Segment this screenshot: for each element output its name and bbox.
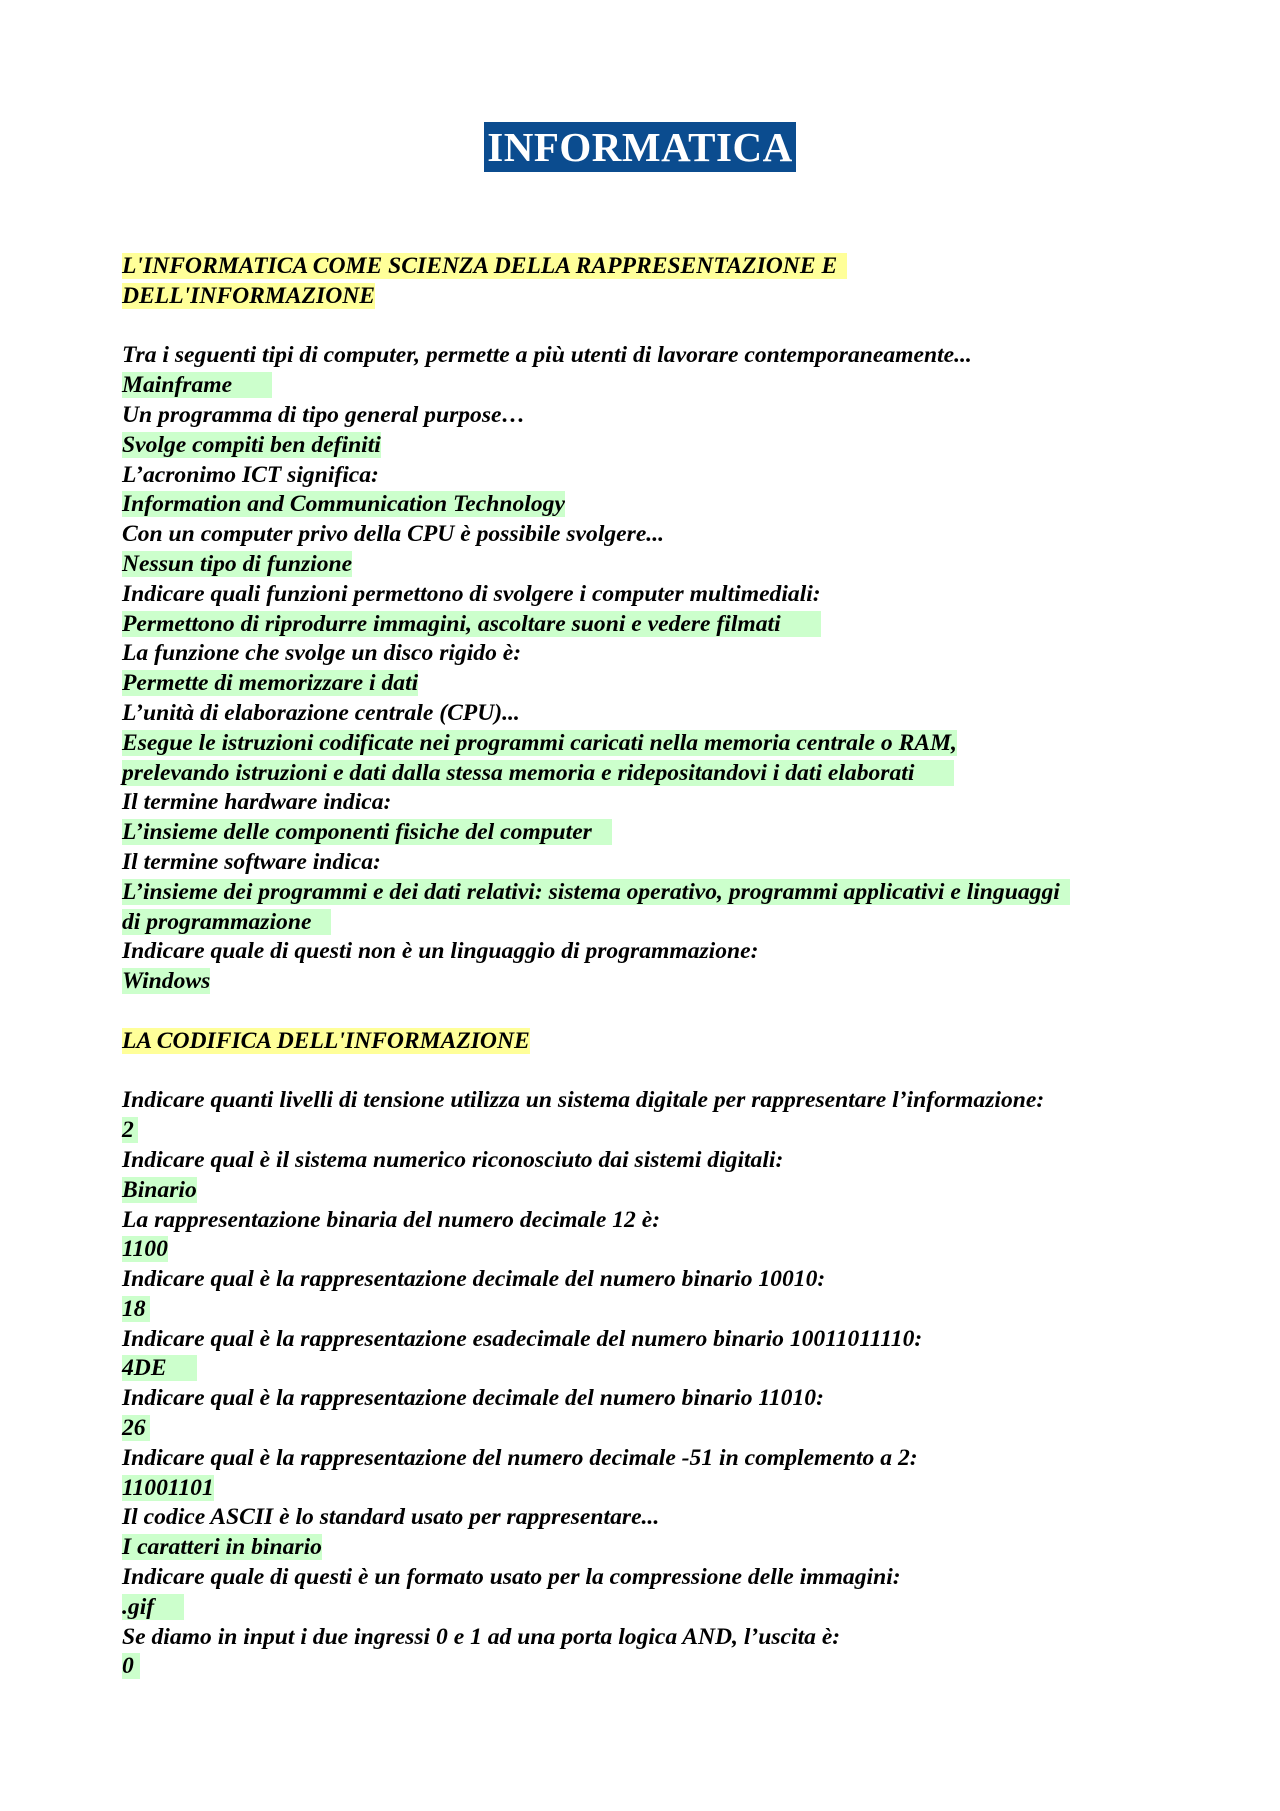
answer-highlight: Svolge compiti ben definiti — [122, 431, 381, 458]
question-text: Indicare quale di questi è un formato usato per la compressione delle immagini: — [122, 1564, 901, 1591]
qa-list — [122, 341, 1182, 997]
question-text: Il codice ASCII è lo standard usato per rappresentare... — [122, 1504, 660, 1531]
question-text: Indicare quale di questi non è un linguaggio di programmazione: — [122, 938, 759, 965]
question-text: Indicare qual è il sistema numerico riconosciuto dai sistemi digitali: — [122, 1146, 784, 1173]
question-text: Indicare qual è la rappresentazione esadecimale del numero binario 10011011110: — [122, 1325, 923, 1352]
answer-highlight: Binario — [122, 1176, 197, 1203]
question-text: Il termine hardware indica: — [122, 789, 392, 816]
answer-highlight: 1100 — [122, 1236, 168, 1263]
section-1 — [122, 252, 1182, 997]
answer-highlight: 0 — [122, 1653, 140, 1679]
answer-highlight: 18 — [122, 1296, 150, 1322]
answer-highlight: Permette di memorizzare i dati — [122, 670, 419, 697]
question-text: L’unità di elaborazione centrale (CPU)... — [122, 699, 520, 726]
answer-highlight: I caratteri in binario — [122, 1534, 322, 1561]
title-container — [0, 122, 1280, 172]
answer-line — [122, 669, 1182, 699]
answer-highlight: di programmazione — [122, 909, 331, 935]
answer-highlight: L’insieme dei programmi e dei dati relativi: sistema operativo, programmi applicativi e linguaggi — [122, 879, 1070, 905]
answer-line — [122, 967, 1182, 997]
section-heading: L'INFORMATICA COME SCIENZA DELLA RAPPRESENTAZIONE E — [122, 252, 1182, 282]
question-text: La rappresentazione binaria del numero decimale 12 è: — [122, 1206, 661, 1233]
answer-highlight: .gif — [122, 1594, 184, 1620]
answer-line — [122, 1116, 1182, 1146]
question-text: La funzione che svolge un disco rigido è: — [122, 640, 522, 667]
question-text: Il termine software indica: — [122, 848, 381, 875]
answer-highlight: 4DE — [122, 1355, 197, 1381]
answer-line — [122, 1474, 1182, 1504]
question-text: Con un computer privo della CPU è possibile svolgere... — [122, 521, 664, 548]
answer-line — [122, 1593, 1182, 1623]
answer-line — [122, 1295, 1182, 1325]
answer-line — [122, 371, 1182, 401]
qa-list — [122, 1086, 1182, 1682]
question-text: Indicare qual è la rappresentazione del numero decimale -51 in complemento a 2: — [122, 1444, 918, 1471]
question-text: Indicare qual è la rappresentazione decimale del numero binario 11010: — [122, 1385, 824, 1412]
answer-line — [122, 1176, 1182, 1206]
answer-line — [122, 878, 1182, 908]
answer-line — [122, 908, 1182, 938]
answer-line — [122, 1414, 1182, 1444]
section-2 — [122, 1027, 1182, 1683]
answer-highlight: Permettono di riprodurre immagini, ascoltare suoni e vedere filmati — [122, 611, 821, 637]
answer-highlight: Information and Communication Technology — [122, 491, 565, 518]
question-text: Se diamo in input i due ingressi 0 e 1 ad una porta logica AND, l’uscita è: — [122, 1623, 841, 1650]
section-heading: LA CODIFICA DELL'INFORMAZIONE — [122, 1027, 530, 1054]
document-content — [122, 252, 1182, 1682]
answer-line — [122, 1235, 1182, 1265]
question-text: L’acronimo ICT significa: — [122, 461, 379, 488]
answer-highlight: Mainframe — [122, 372, 272, 398]
answer-line — [122, 1533, 1182, 1563]
question-text: Tra i seguenti tipi di computer, permette a più utenti di lavorare contemporaneamente... — [122, 342, 972, 369]
question-text: Indicare qual è la rappresentazione decimale del numero binario 10010: — [122, 1266, 826, 1293]
answer-line — [122, 550, 1182, 580]
section-heading-line-2: DELL'INFORMAZIONE — [122, 282, 376, 309]
answer-line — [122, 818, 1182, 848]
answer-line — [122, 729, 1182, 759]
question-text: Un programma di tipo general purpose… — [122, 401, 526, 428]
answer-line — [122, 490, 1182, 520]
answer-highlight: Windows — [122, 968, 211, 995]
question-text: Indicare quali funzioni permettono di svolgere i computer multimediali: — [122, 580, 821, 607]
answer-line — [122, 610, 1182, 640]
answer-line — [122, 1652, 1182, 1682]
answer-highlight: 11001101 — [122, 1474, 214, 1501]
answer-highlight: Nessun tipo di funzione — [122, 550, 353, 577]
answer-line — [122, 1354, 1182, 1384]
answer-line — [122, 759, 1182, 789]
answer-highlight: L’insieme delle componenti fisiche del computer — [122, 819, 612, 845]
answer-highlight: prelevando istruzioni e dati dalla stessa memoria e ridepositandovi i dati elaborati — [122, 760, 954, 786]
answer-highlight: 26 — [122, 1415, 150, 1441]
answer-highlight: Esegue le istruzioni codificate nei programmi caricati nella memoria centrale o RAM, — [122, 729, 957, 756]
answer-highlight: 2 — [122, 1117, 138, 1143]
question-text: Indicare quanti livelli di tensione utilizza un sistema digitale per rappresentare l’informazione: — [122, 1087, 1045, 1114]
answer-line — [122, 431, 1182, 461]
document-title: INFORMATICA — [484, 122, 795, 172]
